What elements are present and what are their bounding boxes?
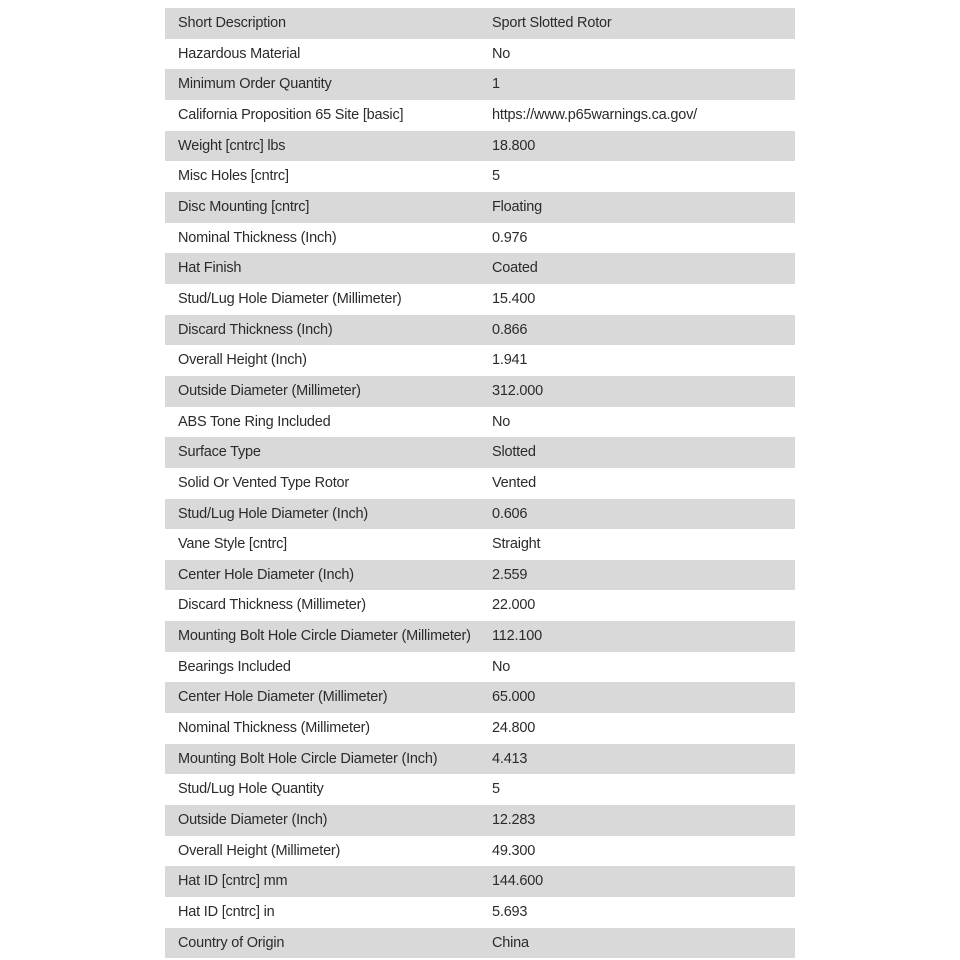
spec-row [165, 744, 795, 775]
spec-row [165, 39, 795, 70]
spec-label: Stud/Lug Hole Quantity [178, 781, 324, 798]
spec-value: 12.283 [492, 812, 536, 829]
spec-row [165, 774, 795, 805]
spec-value: 24.800 [492, 720, 536, 737]
spec-label: Country of Origin [178, 934, 285, 951]
spec-label: Discard Thickness (Inch) [178, 321, 333, 338]
spec-value: Slotted [492, 444, 536, 461]
spec-row [165, 590, 795, 621]
spec-row [165, 805, 795, 836]
spec-label: Solid Or Vented Type Rotor [178, 474, 350, 491]
spec-row [165, 652, 795, 683]
spec-row [165, 560, 795, 591]
spec-row [165, 529, 795, 560]
spec-row [165, 192, 795, 223]
spec-row [165, 407, 795, 438]
spec-value: 5.693 [492, 904, 528, 921]
spec-label: Overall Height (Millimeter) [178, 842, 341, 859]
spec-value: 5 [492, 168, 500, 185]
spec-label: Minimum Order Quantity [178, 76, 332, 93]
spec-label: Center Hole Diameter (Inch) [178, 566, 354, 583]
spec-label: Stud/Lug Hole Diameter (Millimeter) [178, 290, 402, 307]
spec-row [165, 468, 795, 499]
spec-label: Hat ID [cntrc] mm [178, 873, 288, 890]
spec-value: 5 [492, 781, 500, 798]
spec-label: Center Hole Diameter (Millimeter) [178, 689, 388, 706]
spec-row [165, 69, 795, 100]
spec-label: Short Description [178, 15, 286, 31]
spec-label: Mounting Bolt Hole Circle Diameter (Inch) [178, 750, 438, 767]
spec-row [165, 161, 795, 192]
spec-label: Hat ID [cntrc] in [178, 904, 275, 921]
spec-value: China [492, 934, 529, 951]
spec-value: Straight [492, 536, 541, 553]
spec-label: Vane Style [cntrc] [178, 536, 287, 553]
spec-value: No [492, 413, 511, 430]
spec-label: Bearings Included [178, 658, 291, 675]
spec-value: 312.000 [492, 382, 544, 399]
spec-row [165, 866, 795, 897]
spec-label: ABS Tone Ring Included [178, 413, 331, 430]
spec-label: Nominal Thickness (Inch) [178, 229, 337, 246]
spec-row [165, 253, 795, 284]
spec-value: 15.400 [492, 290, 536, 307]
spec-value: 4.413 [492, 750, 528, 767]
spec-row [165, 100, 795, 131]
spec-value: 65.000 [492, 689, 536, 706]
spec-value: No [492, 45, 511, 62]
spec-row [165, 897, 795, 928]
spec-row [165, 315, 795, 346]
spec-label: Disc Mounting [cntrc] [178, 198, 310, 215]
spec-value: Floating [492, 198, 542, 215]
spec-value: 49.300 [492, 842, 536, 859]
spec-label: Nominal Thickness (Millimeter) [178, 720, 370, 737]
spec-row [165, 928, 795, 959]
spec-value: 0.976 [492, 229, 528, 246]
spec-value: 22.000 [492, 597, 536, 614]
spec-table-body [165, 8, 795, 958]
spec-value: 18.800 [492, 137, 536, 154]
spec-label: Stud/Lug Hole Diameter (Inch) [178, 505, 369, 522]
spec-value: 0.866 [492, 321, 528, 338]
spec-value: 144.600 [492, 873, 544, 890]
spec-value: https://www.p65warnings.ca.gov/ [492, 106, 697, 123]
spec-label: Outside Diameter (Inch) [178, 812, 328, 829]
spec-value: 112.100 [492, 628, 542, 645]
spec-row [165, 376, 795, 407]
spec-label: Hazardous Material [178, 45, 301, 62]
spec-table [165, 8, 795, 958]
spec-label: Discard Thickness (Millimeter) [178, 597, 366, 614]
spec-label: Weight [cntrc] lbs [178, 137, 286, 154]
spec-row [165, 284, 795, 315]
spec-row [165, 621, 795, 652]
spec-value: 1.941 [492, 352, 528, 369]
spec-value: Sport Slotted Rotor [492, 15, 612, 31]
spec-label: Overall Height (Inch) [178, 352, 307, 369]
spec-label: Misc Holes [cntrc] [178, 168, 289, 185]
spec-row [165, 8, 795, 39]
spec-value: 2.559 [492, 566, 528, 583]
spec-label: Mounting Bolt Hole Circle Diameter (Millimeter) [178, 628, 471, 645]
spec-row [165, 437, 795, 468]
spec-label: Hat Finish [178, 260, 242, 277]
spec-label: California Proposition 65 Site [basic] [178, 106, 404, 123]
spec-value: 1 [492, 76, 500, 93]
spec-value: No [492, 658, 511, 675]
spec-row [165, 345, 795, 376]
spec-row [165, 499, 795, 530]
spec-row [165, 131, 795, 162]
spec-row [165, 713, 795, 744]
spec-label: Surface Type [178, 444, 261, 461]
spec-value: 0.606 [492, 505, 528, 522]
spec-label: Outside Diameter (Millimeter) [178, 382, 361, 399]
spec-value: Vented [492, 474, 536, 491]
spec-row [165, 836, 795, 867]
spec-row [165, 223, 795, 254]
spec-value: Coated [492, 260, 538, 277]
spec-row [165, 682, 795, 713]
